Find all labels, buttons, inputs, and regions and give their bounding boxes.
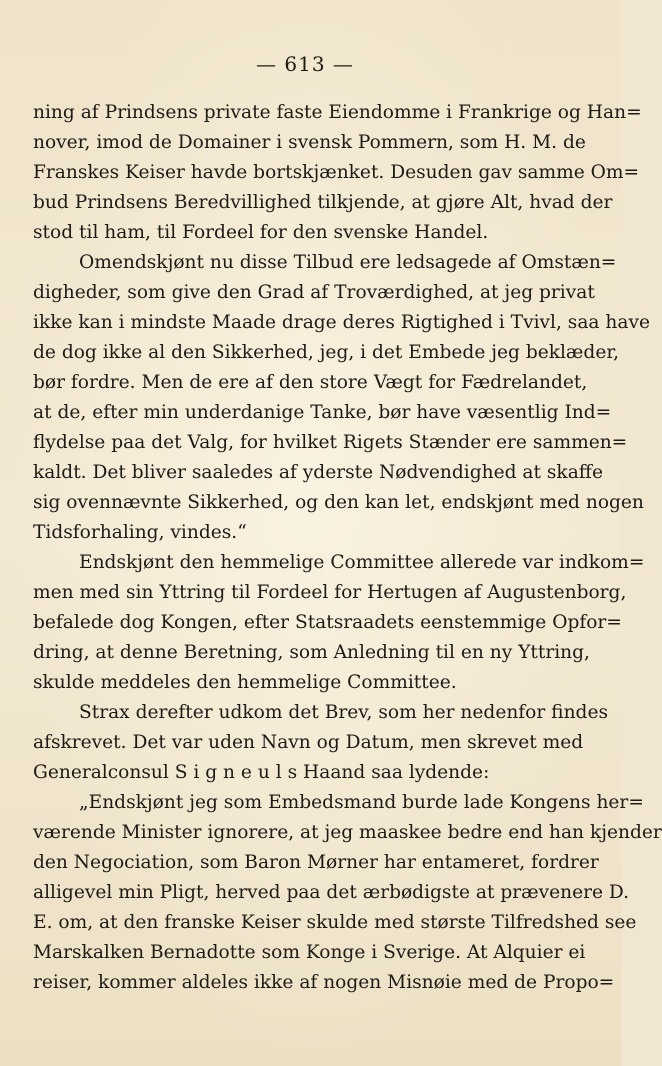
text-line: dring, at denne Beretning, som Anledning til en ny Yttring, [33,642,590,663]
text-line: skulde meddeles den hemmelige Committee. [33,672,457,693]
text-line: den Negociation, som Baron Mørner har entameret, fordrer [33,852,599,873]
text-line: ning af Prindsens private faste Eiendomme i Frankrige og Han= [33,102,642,123]
text-line: ikke kan i mindste Maade drage deres Rigtighed i Tvivl, saa have [33,312,650,333]
text-line: Tidsforhaling, vindes.“ [33,522,247,543]
text-line: Franskes Keiser havde bortskjænket. Desuden gav samme Om= [33,162,640,183]
body-text [33,98,662,998]
text-line: stod til ham, til Fordeel for den svenske Handel. [33,222,489,243]
text-line: alligevel min Pligt, herved paa det ærbødigste at prævenere D. [33,882,630,903]
page-number: — 613 — [256,52,354,76]
text-line: Omendskjønt nu disse Tilbud ere ledsagede af Omstæn= [79,252,617,273]
text-line: Strax derefter udkom det Brev, som her nedenfor findes [79,702,608,723]
text-line: Generalconsul S i g n e u l s Haand saa lydende: [33,762,490,783]
text-line: afskrevet. Det var uden Navn og Datum, men skrevet med [33,732,584,753]
text-line: de dog ikke al den Sikkerhed, jeg, i det Embede jeg beklæder, [33,342,620,363]
text-line: men med sin Yttring til Fordeel for Hertugen af Augustenborg, [33,582,627,603]
text-line: bud Prindsens Beredvillighed tilkjende, at gjøre Alt, hvad der [33,192,613,213]
text-line: bør fordre. Men de ere af den store Vægt for Fædrelandet, [33,372,588,393]
text-line: Endskjønt den hemmelige Committee allerede var indkom= [79,552,645,573]
text-line: flydelse paa det Valg, for hvilket Rigets Stænder ere sammen= [33,432,628,453]
text-line: nover, imod de Domainer i svensk Pommern, som H. M. de [33,132,586,153]
text-line: befalede dog Kongen, efter Statsraadets eenstemmige Opfor= [33,612,622,633]
text-line: „Endskjønt jeg som Embedsmand burde lade Kongens her= [79,792,644,813]
text-line: at de, efter min underdanige Tanke, bør have væsentlig Ind= [33,402,612,423]
text-line: E. om, at den franske Keiser skulde med største Tilfredshed see [33,912,637,933]
text-line: værende Minister ignorere, at jeg maaskee bedre end han kjender [33,822,662,843]
text-line: kaldt. Det bliver saaledes af yderste Nødvendighed at skaffe [33,462,603,483]
text-line: Marskalken Bernadotte som Konge i Sverige. At Alquier ei [33,942,586,963]
text-line: reiser, kommer aldeles ikke af nogen Misnøie med de Propo= [33,972,615,993]
text-line: digheder, som give den Grad af Troværdighed, at jeg privat [33,282,595,303]
text-line: sig ovennævnte Sikkerhed, og den kan let, endskjønt med nogen [33,492,644,513]
